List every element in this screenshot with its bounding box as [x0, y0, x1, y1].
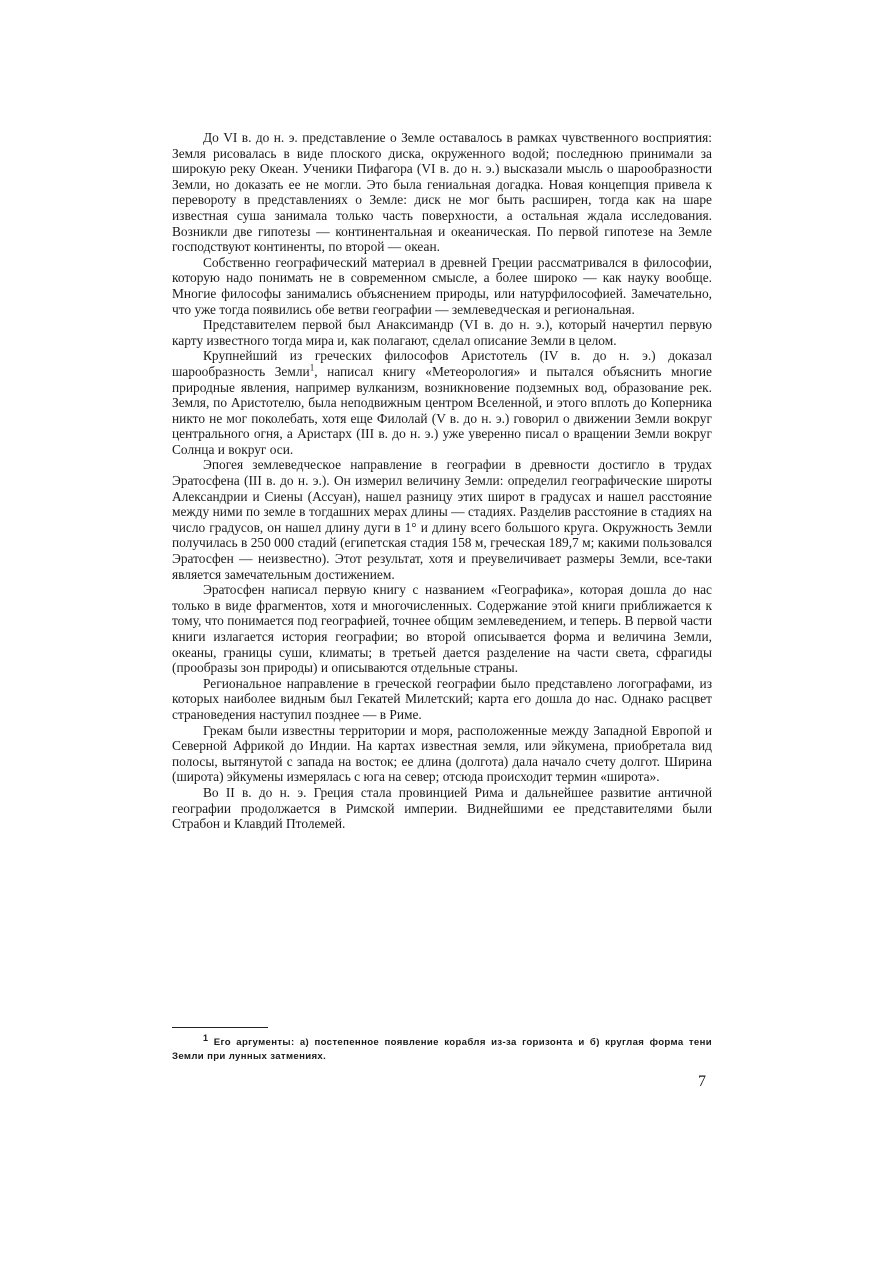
paragraph-6: Эратосфен написал первую книгу с названием «Географика», которая дошла до нас только в виде фрагментов, хотя и многочисленных. Содержание этой книги приближается к тому, что понимается под географией, точнее общим землеведением, и теперь. В первой части книги излагается история географии; во второй описывается форма и величина Земли, океаны, границы суши, климаты; в третьей дается разделение на части света, сфрагиды (прообразы зон природы) и описываются отдельные страны.	[172, 582, 712, 676]
paragraph-5: Эпогея землеведческое направление в географии в древности достигло в трудах Эратосфена (III в. до н. э.). Он измерил величину Земли: определил географические широты Александрии и Сиены (Ассуан), нашел разницу этих широт в градусах и нашел расстояние между ними по земле в тогдашних мерах длины — стадиях. Разделив расстояние в стадиях на число градусов, он нашел длину дуги в 1° и длину всего большого круга. Окружность Земли получилась в 250 000 стадий (египетская стадия 158 м, греческая 189,7 м; какими пользовался Эратосфен — неизвестно). Этот результат, хотя и преувеличивает размеры Земли, все-таки является замечательным достижением.	[172, 457, 712, 582]
footnote-reference[interactable]: 1	[309, 362, 315, 373]
paragraph-4	[172, 348, 712, 457]
footnote-text: Его аргументы: а) постепенное появление корабля из-за горизонта и б) круглая форма тени Земли при лунных затмениях.	[172, 1037, 712, 1062]
page-number: 7	[698, 1073, 706, 1090]
paragraph-4-end: , написал книгу «Метеорология» и пытался объяснить многие природные явления, например вулканизм, возникновение подземных вод, образование рек. Земля, по Аристотелю, была неподвижным центром Вселенной, и этого вплоть до Коперника никто не мог поколебать, хотя еще Филолай (V в. до н. э.) говорил о движении Земли вокруг центрального огня, а Аристарх (III в. до н. э.) уже уверенно писал о вращении Земли вокруг Солнца и вокруг оси.	[172, 363, 712, 457]
paragraph-8: Грекам были известны территории и моря, расположенные между Западной Европой и Северной Африкой до Индии. На картах известная земля, или эйкумена, приобретала вид полосы, вытянутой с запада на восток; ее длина (долгота) дала начало счету долгот. Ширина (широта) эйкумены измерялась с юга на север; отсюда происходит термин «широта».	[172, 722, 712, 785]
footnote	[172, 1032, 712, 1064]
footnote-divider	[172, 1027, 268, 1028]
body-text	[172, 130, 712, 832]
paragraph-7: Региональное направление в греческой географии было представлено логографами, из которых наиболее видным был Гекатей Милетский; карта его дошла до нас. Однако расцвет страноведения наступил позднее — в Риме.	[172, 675, 712, 722]
paragraph-1: До VI в. до н. э. представление о Земле оставалось в рамках чувственного восприятия: Земля рисовалась в виде плоского диска, окруженного водой; последнюю принимали за широкую реку Океан. Ученики Пифагора (VI в. до н. э.) высказали мысль о шарообразности Земли, но доказать ее не могли. Это была гениальная догадка. Новая концепция привела к перевороту в представлениях о Земле: диск не мог быть расширен, тогда как на шаре известная суша занимала только часть поверхности, а остальная ждала исследования. Возникли две гипотезы — континентальная и океаническая. По первой гипотезе на Земле господствуют континенты, по второй — океан.	[172, 130, 712, 255]
paragraph-9: Во II в. до н. э. Греция стала провинцией Рима и дальнейшее развитие античной географии продолжается в Римской империи. Виднейшими ее представителями были Страбон и Клавдий Птолемей.	[172, 784, 712, 832]
paragraph-4-start: Крупнейший из греческих философов Аристотель (IV в. до н. э.) доказал шарообразность Земли	[172, 348, 712, 379]
paragraph-3: Представителем первой был Анаксимандр (VI в. до н. э.), который начертил первую карту известного тогда мира и, как полагают, сделал описание Земли в целом.	[172, 317, 712, 348]
footnote-marker: 1	[203, 1032, 209, 1043]
paragraph-2: Собственно географический материал в древней Греции рассматривался в философии, которую надо понимать не в современном смысле, а более широко — как науку вообще. Многие философы занимались объяснением природы, или натурфилософией. Замечательно, что уже тогда появились обе ветви географии — землеведческая и региональная.	[172, 254, 712, 317]
